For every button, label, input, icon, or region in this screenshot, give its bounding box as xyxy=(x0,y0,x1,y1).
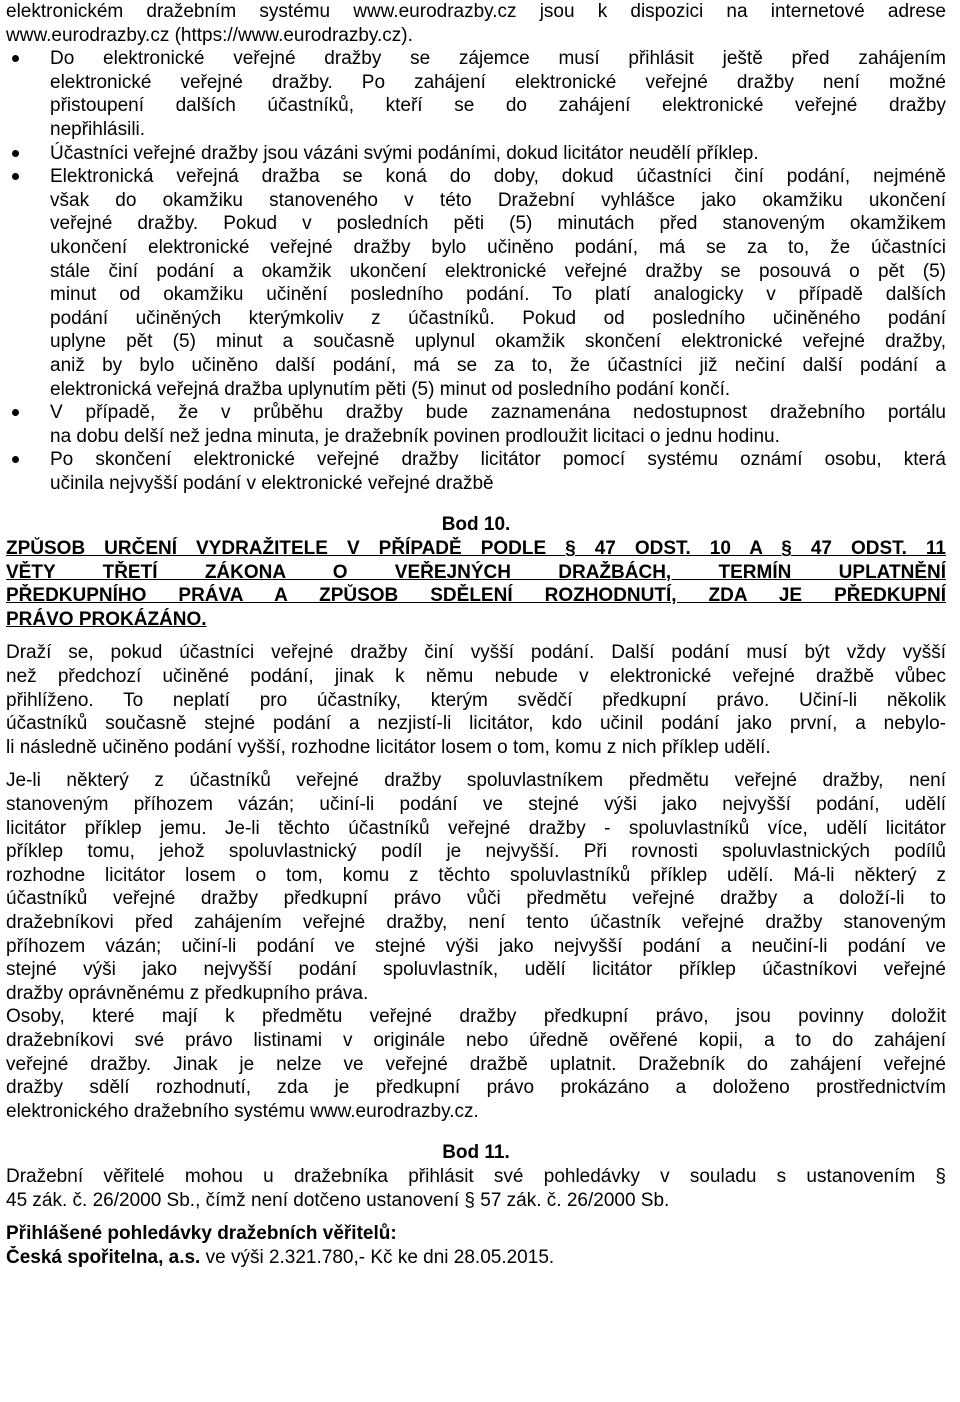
text-line: ukončení elektronické veřejné dražby bylo učiněno podání, má se za to, že účastníci xyxy=(50,236,946,258)
bullet-icon xyxy=(12,150,19,157)
section-heading-bod10: Bod 10. xyxy=(441,514,511,536)
text-line: přistoupení dalších účastníků, kteří se do zahájení elektronické veřejné dražby xyxy=(50,95,946,117)
bod11-paragraph xyxy=(6,1165,946,1212)
bullet-item xyxy=(6,401,946,448)
title-line: VĚTY TŘETÍ ZÁKONA O VEŘEJNÝCH DRAŽBÁCH, TERMÍN UPLATNĚNÍ xyxy=(6,561,946,583)
text-line: 45 zák. č. 26/2000 Sb., čímž není dotčeno ustanovení § 57 zák. č. 26/2000 Sb. xyxy=(6,1189,670,1211)
text-line: li následně učiněno podání vyšší, rozhodne licitátor losem o tom, komu z nich příklep udělí. xyxy=(6,736,771,758)
text-line: dražby oprávněnému z předkupního práva. xyxy=(6,982,369,1004)
text-line: Osoby, které mají k předmětu veřejné dražby předkupní právo, jsou povinny doložit xyxy=(6,1006,946,1028)
text-line: elektronické veřejné dražby. Po zahájení elektronické veřejné dražby není možné xyxy=(50,71,946,93)
text-line: Účastníci veřejné dražby jsou vázáni svými podáními, dokud licitátor neudělí příklep. xyxy=(50,142,759,164)
text-line: dražby sdělí rozhodnutí, zda je předkupní právo prokázáno a doloženo prostřednictvím xyxy=(6,1077,946,1099)
bod10-paragraph-1 xyxy=(6,641,946,759)
text-line: Dražební věřitelé mohou u dražebníka přihlásit své pohledávky v souladu s ustanovením § xyxy=(6,1165,946,1187)
intro-paragraph xyxy=(6,0,946,47)
text-line: minut od okamžiku učinění posledního podání. To platí analogicky v případě dalších xyxy=(50,284,946,306)
claim-detail: ve výši 2.321.780,- Kč ke dni 28.05.2015. xyxy=(200,1246,555,1268)
text-line: uplyne pět (5) minut a současně uplynul okamžik skončení elektronické veřejné dražby, xyxy=(50,331,946,353)
text-line: Do elektronické veřejné dražby se zájemce musí přihlásit ještě před zahájením xyxy=(50,48,946,70)
text-line: stejné výši jako nejvyšší podání spoluvlastník, udělí licitátor příklep účastníkovi veřejné xyxy=(6,959,946,981)
text-line: než předchozí učiněné podání, jinak k němu nebude v elektronické veřejné dražbě vůbec xyxy=(6,666,946,688)
text-line: však do okamžiku stanoveného v této Dražební vyhlášce jako okamžiku ukončení xyxy=(50,189,946,211)
bullet-item xyxy=(6,448,946,495)
text-line: účastníků současně stejné podání a nezjistí-li licitátor, kdo učinil podání jako první, a nebylo- xyxy=(6,713,946,735)
text-line: licitátor příklep jemu. Je-li těchto účastníků veřejné dražby - spoluvlastníků více, udělí licitátor xyxy=(6,817,946,839)
text-line: Draží se, pokud účastníci veřejné dražby činí vyšší podání. Další podání musí být vždy vyšší xyxy=(6,642,946,664)
bullet-icon xyxy=(12,409,19,416)
text-line: podání učiněných kterýmkoliv z účastníků. Pokud od posledního učiněného podání xyxy=(50,307,946,329)
text-line: elektronická veřejná dražba uplynutím pěti (5) minut od posledního podání končí. xyxy=(50,378,731,400)
bullet-item xyxy=(6,47,946,141)
bullet-icon xyxy=(12,456,19,463)
bod10-paragraph-2 xyxy=(6,769,946,1123)
text-line: elektronického dražebního systému www.eurodrazby.cz. xyxy=(6,1100,479,1122)
bullet-icon xyxy=(12,173,19,180)
text-line: nepřihlásili. xyxy=(50,118,146,140)
title-line: ZPŮSOB URČENÍ VYDRAŽITELE V PŘÍPADĚ PODLE § 47 ODST. 10 A § 47 ODST. 11 xyxy=(6,538,946,560)
text-line: www.eurodrazby.cz (https://www.eurodrazby.cz). xyxy=(6,24,413,46)
text-line: veřejné dražby. Jinak je nelze ve veřejné dražbě uplatnit. Dražebník do zahájení veřejné xyxy=(6,1053,946,1075)
text-line: rozhodne licitátor losem o tom, komu z těchto spoluvlastníků příklep udělí. Má-li některý z xyxy=(6,864,946,886)
bullet-icon xyxy=(12,55,19,62)
section-heading-bod11: Bod 11. xyxy=(442,1142,510,1164)
bullet-item xyxy=(6,142,946,166)
text-line: Elektronická veřejná dražba se koná do doby, dokud účastníci činí podání, nejméně xyxy=(50,166,946,188)
text-line: elektronickém dražebním systému www.eurodrazby.cz jsou k dispozici na internetové adrese xyxy=(6,1,946,22)
text-line: dražebníkovi před zahájením veřejné dražby, není tento účastník veřejné dražby stanoveným xyxy=(6,911,946,933)
text-line: stále činí podání a okamžik ukončení elektronické veřejné dražby se posouvá o pět (5) xyxy=(50,260,946,282)
text-line: přihlíženo. To neplatí pro účastníky, kterým svědčí předkupní právo. Učiní-li několik xyxy=(6,689,946,711)
bullet-item xyxy=(6,165,946,401)
text-line: veřejné dražby. Pokud v posledních pěti (5) minutách před stanoveným okamžikem xyxy=(50,213,946,235)
text-line: stanoveným příhozem vázán; učiní-li podání ve stejné výši jako nejvyšší podání, udělí xyxy=(6,794,946,815)
text-line: učinila nejvyšší podání v elektronické veřejné dražbě xyxy=(50,472,494,494)
claim-row xyxy=(6,1246,946,1270)
claims-label: Přihlášené pohledávky dražebních věřitelů: xyxy=(6,1223,397,1245)
text-line: V případě, že v průběhu dražby bude zaznamenána nedostupnost dražebního portálu xyxy=(50,402,946,424)
text-line: aniž by bylo učiněno další podání, má se za to, že účastníci již nečiní další podání a xyxy=(50,354,946,376)
title-line: PŘEDKUPNÍHO PRÁVA A ZPŮSOB SDĚLENÍ ROZHODNUTÍ, ZDA JE PŘEDKUPNÍ xyxy=(6,585,946,607)
text-line: příhozem vázán; učiní-li podání ve stejné výši jako nejvyšší podání a neučiní-li podání ve xyxy=(6,935,946,957)
section-title-bod10 xyxy=(6,537,946,631)
text-line: dražebníkovi své právo listinami v originále nebo úředně ověřené kopii, a to do zahájení xyxy=(6,1029,946,1051)
text-line: příklep tomu, jehož spoluvlastnický podíl je nejvyšší. Při rovnosti spoluvlastnických podílů xyxy=(6,841,946,863)
text-line: Je-li některý z účastníků veřejné dražby spoluvlastníkem předmětu veřejné dražby, není xyxy=(6,770,946,792)
text-line: účastníků veřejné dražby předkupní právo vůči předmětu veřejné dražby a doloží-li to xyxy=(6,888,946,910)
text-line: na dobu delší než jedna minuta, je dražebník povinen prodloužit licitaci o jednu hodinu. xyxy=(50,425,780,447)
text-line: Po skončení elektronické veřejné dražby licitátor pomocí systému oznámí osobu, která xyxy=(50,449,946,471)
claim-creditor: Česká spořitelna, a.s. xyxy=(6,1246,201,1268)
title-line: PRÁVO PROKÁZÁNO. xyxy=(6,608,207,630)
